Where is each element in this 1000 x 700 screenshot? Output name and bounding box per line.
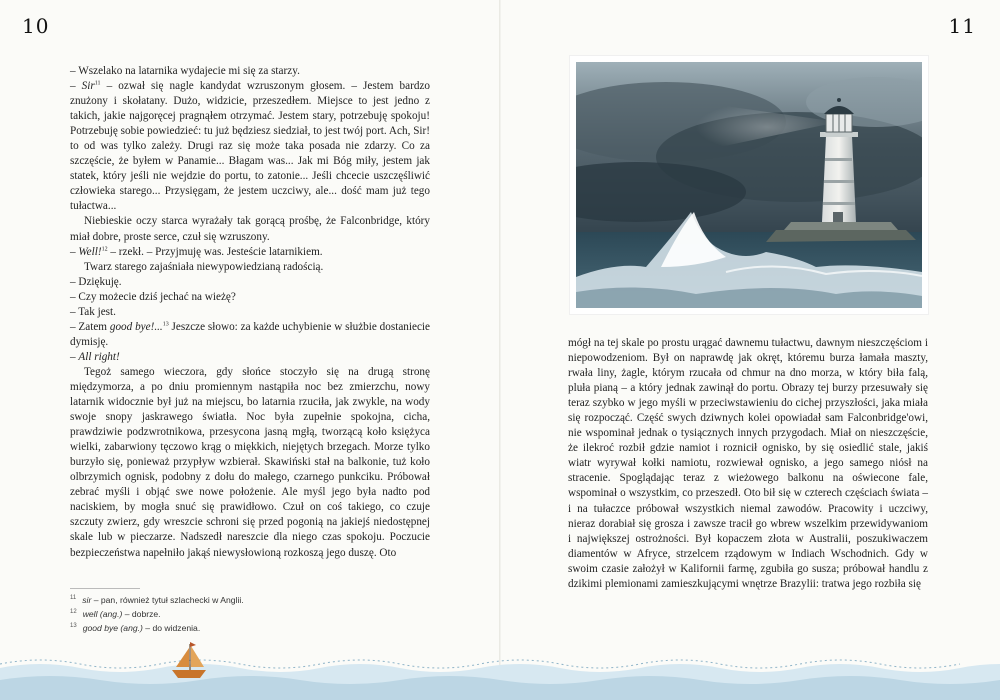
paragraph [70, 305, 430, 320]
paragraph-text: Tegoż samego wieczora, gdy słońce stoczyło się na drugą stronę międzymorza, a po dniu promiennym nastąpiła noc bez zmierzchu, nowy latarnik widocznie był już na miejscu, bo latarnia rzuciła, jak zwykle, na wody swoje snopy jaskrawego światła. Noc była zupełnie spokojna, cicha, prawdziwie podzwrotnikowa, przesycona jasną mgłą, tworzącą koło księżyca wielki, zabarwiony tęczowo krąg o miękkich, niejętych brzegach. Morze tylko burzyło się, ponieważ przypływ wzbierał. Skawiński stał na balkonie, tuż koło olbrzymich ognisk, podobny z dołu do małego, czarnego punkciku. Próbował zebrać myśli i objąć swe nowe położenie. Ale myśl jego była nadto pod naciskiem, by mogła snuć się prawidłowo. Czuł on coś takiego, co czuje szczuty zwierz, gdy wreszcie schroni się przed pogonią na jakiejś niedostępnej skale lub w pieczarze. Nadszedł nareszcie dla niego czas spokoju. Poczucie bezpieczeństwa napełniło jakąś niewysłowioną rozkoszą jego duszę. Oto [70, 365, 430, 559]
footnote-text: – pan, również tytuł szlachecki w Anglii. [91, 594, 244, 605]
paragraph [70, 260, 430, 275]
paragraph-text: Niebieskie oczy starca wyrażały tak gorącą prośbę, że Falconbridge, który miał dobre, proste serce, czuł się wzruszony. [70, 215, 430, 243]
decorative-waves [0, 640, 1000, 700]
paragraph-text: mógł na tej skale po prostu urągać dawnemu tułactwu, dawnym nieszczęściom i niepowodzeniom. Był on naprawdę jak okręt, któremu burza łamała maszty, rwała liny, żagle, którym rzucała od chmur na dno morza, w który biła falą, pluła pianą – a który jednak zawinął do portu. Obrazy tej burzy przesuwały się teraz szybko w jego myśli w przeciwstawieniu do cichej przyszłości, jaka miała się rozpocząć. Część swych dziwnych kolei opowiadał sam Falconbridge'owi, nie wspominał jednak o tysiącznych innych przygodach. Miał on nieszczęście, że ilekroć rozbił gdzie namiot i roznicił ognisko, by się osiedlić stale, jakiś wiatr wyrywał kołki namiotu, rozwiewał ognisko, a jego samego niósł na stracenie. Spoglądając teraz z wieżowego balkonu na oświecone fale, wspominał o wszystkim, co przeszedł. Oto bił się w czterech częściach świata – i na tułaczce próbował wszystkich niemal zawodów. Pracowity i uczciwy, nieraz dorabiał się grosza i zawsze tracił go wbrew wszelkim przewidywaniom i największej ostrożności. Był kopaczem złota w Australii, poszukiwaczem diamentów w Afryce, strzelcem rządowym w Indiach Wschodnich. Gdy w swoim czasie założył w Kalifornii farmę, zgubiła go susza; próbował handlu z dzikimi plemionami zamieszkującymi wnętrze Brazylii: tratwa jego rozbiła się [568, 337, 928, 590]
footnote-ref: 11 [94, 80, 101, 87]
footnote-rule [70, 588, 140, 589]
book-gutter [499, 0, 501, 700]
footnote [70, 606, 430, 620]
paragraph-text: Jeszcze słowo: za każde uchybienie w służbie dostaniecie dymisję. [70, 320, 430, 348]
lighthouse-illustration [570, 56, 928, 314]
page-number-left: 10 [22, 14, 50, 38]
footnote-text: – do widzenia. [142, 622, 201, 633]
footnote-term: well (ang.) [82, 608, 123, 619]
paragraph-text: – Dziękuję. [70, 275, 122, 288]
dialogue-lead: – [70, 80, 82, 93]
footnote-number: 11 [70, 595, 77, 601]
left-page-text [70, 64, 430, 561]
foreign-term: Well! [78, 245, 102, 258]
dialogue-lead: – Zatem [70, 320, 110, 333]
page-number-right: 11 [948, 14, 976, 38]
paragraph [70, 275, 430, 290]
paragraph-text: – Wszelako na latarnika wydajecie mi się za starzy. [70, 65, 300, 77]
paragraph [70, 290, 430, 305]
footnote-term: sir [82, 594, 92, 605]
footnote-ref: 12 [101, 245, 108, 252]
sailboat-icon [172, 642, 206, 678]
lighthouse-storm-image [576, 62, 922, 308]
foreign-term: All right! [78, 350, 120, 363]
paragraph [70, 64, 430, 79]
paragraph [70, 245, 430, 260]
paragraph-text: – Tak jest. [70, 305, 116, 318]
footnote-text: – dobrze. [122, 608, 161, 619]
footnote [70, 620, 430, 634]
footnotes [70, 592, 430, 634]
paragraph [70, 214, 430, 244]
paragraph-text: – rzekł. – Przyjmuję was. Jesteście latarnikiem. [107, 245, 323, 258]
dialogue-lead: – [70, 350, 79, 363]
paragraph-text: – ozwał się nagle kandydat wzruszonym głosem. – Jestem bardzo znużony i skołatany. Dużo, widzicie, przeszedłem. Miejsce to jest jedno z takich, jakie najgoręcej pragnąłem otrzymać. Jestem stary, potrzebuję spokoju! Potrzebuję sobie powiedzieć: tu już będziesz siedział, to jest twój port. Ach, Sir! to od was tylko zależy. Drugi raz się może taka posada nie zdarzy. Co za szczęście, że byłem w Panamie... Błagam was... Jak mi Bóg miły, jestem jak statek, który jeśli nie wejdzie do portu, to zatonie... Jeśli chcecie uszczęśliwić człowieka starego... Przysięgam, że jestem uczciwy, ale... dość mam już tego tułactwa... [70, 80, 430, 213]
footnote [70, 592, 430, 606]
paragraph [70, 79, 430, 214]
paragraph [70, 350, 430, 365]
footnote-number: 13 [70, 622, 77, 629]
paragraph-text: Twarz starego zajaśniała niewypowiedzianą radością. [84, 260, 324, 273]
footnote-term: good bye (ang.) [82, 622, 143, 633]
foreign-term: Sir [81, 80, 95, 93]
footnote-number: 12 [70, 608, 77, 615]
paragraph [70, 365, 430, 561]
right-page-text [568, 336, 928, 592]
paragraph [70, 320, 430, 350]
foreign-term: good bye!... [109, 320, 163, 333]
footnote-ref: 13 [162, 321, 169, 328]
dialogue-lead: – [70, 245, 79, 258]
paragraph [568, 336, 928, 592]
paragraph-text: – Czy możecie dziś jechać na wieżę? [70, 290, 236, 303]
